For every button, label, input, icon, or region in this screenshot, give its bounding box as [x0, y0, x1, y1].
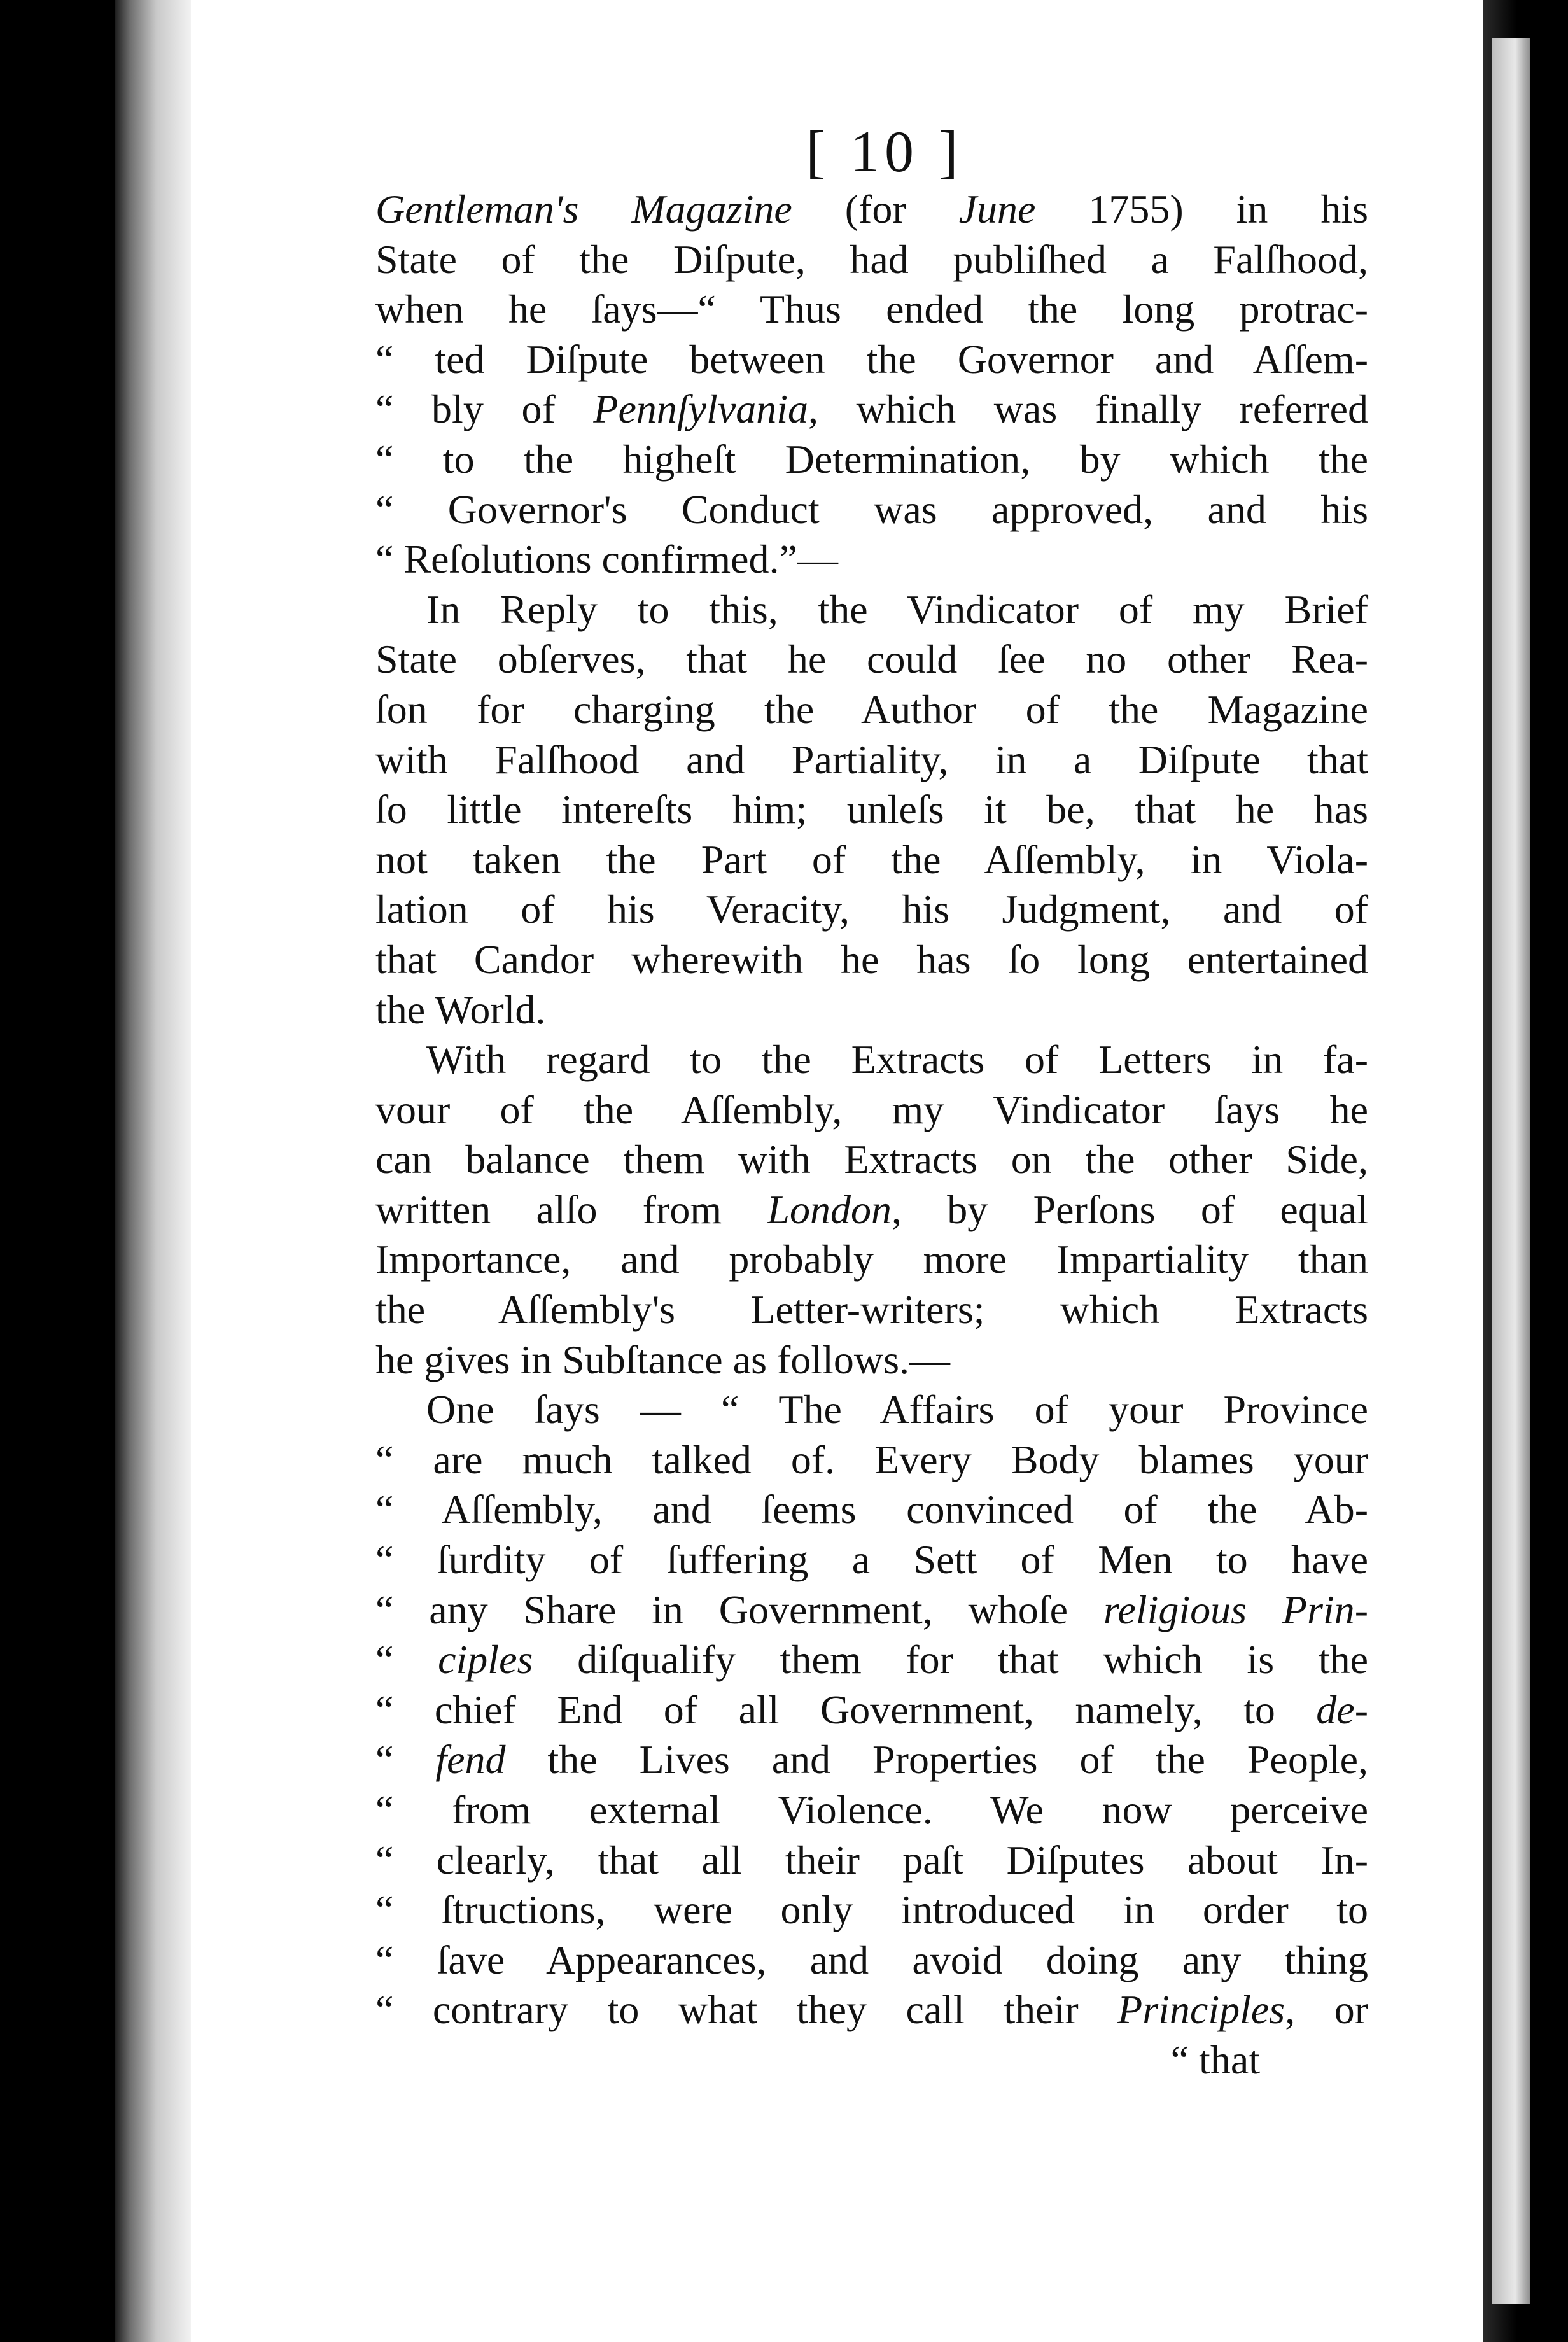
text-line — [375, 835, 1368, 885]
text-span: “ to the higheſt Determination, by which the — [375, 436, 1368, 482]
italic-text-span: London — [767, 1186, 892, 1232]
text-span: when he ſays—“ Thus ended the long protrac- — [375, 286, 1368, 332]
text-line — [375, 1585, 1368, 1636]
text-span: Importance, and probably more Impartiality than — [375, 1237, 1368, 1282]
catchword: “ that — [1170, 2037, 1260, 2082]
text-span: “ — [375, 1737, 436, 1783]
book-gutter — [115, 0, 191, 2342]
text-span: With regard to the Extracts of Letters in fa- — [426, 1037, 1368, 1083]
text-span: State obſerves, that he could ſee no other Rea- — [375, 636, 1368, 682]
text-span: One ſays — “ The Affairs of your Province — [426, 1387, 1368, 1433]
text-span: “ Reſolutions confirmed.”— — [375, 536, 838, 582]
text-span: “ — [375, 1637, 438, 1683]
text-span: “ Governor's Conduct was approved, and his — [375, 486, 1368, 532]
text-span: vour of the Aſſembly, my Vindicator ſays he — [375, 1086, 1368, 1132]
page-body-text — [375, 185, 1368, 2086]
italic-text-span: Gentleman's Magazine — [375, 186, 792, 232]
text-line — [375, 585, 1368, 635]
text-line — [375, 1685, 1368, 1735]
text-span: “ chief End of all Government, namely, to — [375, 1686, 1317, 1732]
text-line — [375, 535, 1368, 585]
text-line — [375, 1785, 1368, 1835]
text-span: “ from external Violence. We now perceive — [375, 1787, 1368, 1832]
italic-text-span: de- — [1316, 1686, 1368, 1732]
text-line — [375, 685, 1368, 735]
text-span: he gives in Subſtance as follows.— — [375, 1336, 950, 1382]
text-line — [375, 1285, 1368, 1335]
text-span: the Aſſembly's Letter-writers; which Extracts — [375, 1287, 1368, 1333]
text-span: the World. — [375, 986, 546, 1032]
text-span: written alſo from — [375, 1186, 767, 1232]
text-line — [375, 1135, 1368, 1185]
italic-text-span: fend — [435, 1737, 506, 1783]
text-span: , or — [1285, 1987, 1369, 2033]
text-line — [375, 1935, 1368, 1986]
text-span: “ ſave Appearances, and avoid doing any thing — [375, 1937, 1368, 1982]
text-span: that Candor wherewith he has ſo long entertained — [375, 936, 1368, 982]
text-line — [375, 985, 1368, 1035]
text-span: lation of his Veracity, his Judgment, and of — [375, 887, 1368, 932]
text-span: “ ſurdity of ſuffering a Sett of Men to have — [375, 1537, 1368, 1583]
text-span: “ clearly, that all their paſt Diſputes about In- — [375, 1837, 1368, 1883]
text-line — [375, 435, 1368, 485]
text-span: , which was finally referred — [808, 386, 1368, 432]
text-line — [375, 284, 1368, 335]
italic-text-span: June — [958, 186, 1036, 232]
text-line — [375, 1385, 1368, 1435]
text-line — [375, 1335, 1368, 1385]
text-span: with Falſhood and Partiality, in a Diſpute that — [375, 736, 1368, 782]
text-line — [375, 1735, 1368, 1785]
next-page-edge — [1492, 38, 1530, 2304]
text-line — [375, 785, 1368, 835]
text-span: the Lives and Properties of the People, — [505, 1737, 1369, 1783]
text-line — [375, 735, 1368, 785]
text-line — [375, 1035, 1368, 1085]
text-span: “ are much talked of. Every Body blames your — [375, 1436, 1368, 1482]
text-line — [375, 384, 1368, 435]
text-line — [375, 1985, 1368, 2035]
text-line — [375, 935, 1368, 985]
text-span: “ any Share in Government, whoſe — [375, 1587, 1103, 1632]
text-span: (for — [792, 186, 959, 232]
text-line — [375, 1885, 1368, 1935]
text-line — [375, 885, 1368, 935]
text-line — [375, 1485, 1368, 1535]
italic-text-span: ciples — [438, 1637, 533, 1683]
text-line — [375, 185, 1368, 235]
text-line — [375, 235, 1368, 285]
text-line — [375, 1835, 1368, 1886]
italic-text-span: Principles — [1117, 1987, 1285, 2033]
text-line — [375, 485, 1368, 535]
scan-left-margin — [0, 0, 115, 2342]
text-span: diſqualify them for that which is the — [533, 1637, 1368, 1683]
text-line — [375, 1635, 1368, 1685]
text-span: , by Perſons of equal — [892, 1186, 1369, 1232]
text-span: “ Aſſembly, and ſeems convinced of the Ab- — [375, 1487, 1368, 1532]
text-line — [375, 1535, 1368, 1585]
text-line — [375, 335, 1368, 385]
text-span: not taken the Part of the Aſſembly, in Viola- — [375, 836, 1368, 882]
text-span: State of the Diſpute, had publiſhed a Falſhood, — [375, 236, 1368, 282]
text-line — [375, 1435, 1368, 1485]
italic-text-span: religious Prin- — [1103, 1587, 1369, 1632]
italic-text-span: Pennſylvania — [593, 386, 809, 432]
text-span: “ contrary to what they call their — [375, 1987, 1118, 2033]
text-span: “ ted Diſpute between the Governor and Aſſem- — [375, 336, 1368, 382]
page-number: [ 10 ] — [806, 119, 963, 184]
text-span: ſo little intereſts him; unleſs it be, that he has — [375, 787, 1368, 832]
text-line — [375, 1235, 1368, 1285]
text-line — [375, 635, 1368, 685]
text-span: can balance them with Extracts on the other Side, — [375, 1137, 1368, 1182]
text-span: “ bly of — [375, 386, 594, 432]
text-line — [375, 1085, 1368, 1135]
text-span: “ ſtructions, were only introduced in order to — [375, 1887, 1368, 1933]
text-span: ſon for charging the Author of the Magazine — [375, 686, 1368, 732]
text-span: 1755) in his — [1035, 186, 1369, 232]
text-line — [375, 1185, 1368, 1235]
text-span: In Reply to this, the Vindicator of my Brief — [426, 586, 1368, 632]
